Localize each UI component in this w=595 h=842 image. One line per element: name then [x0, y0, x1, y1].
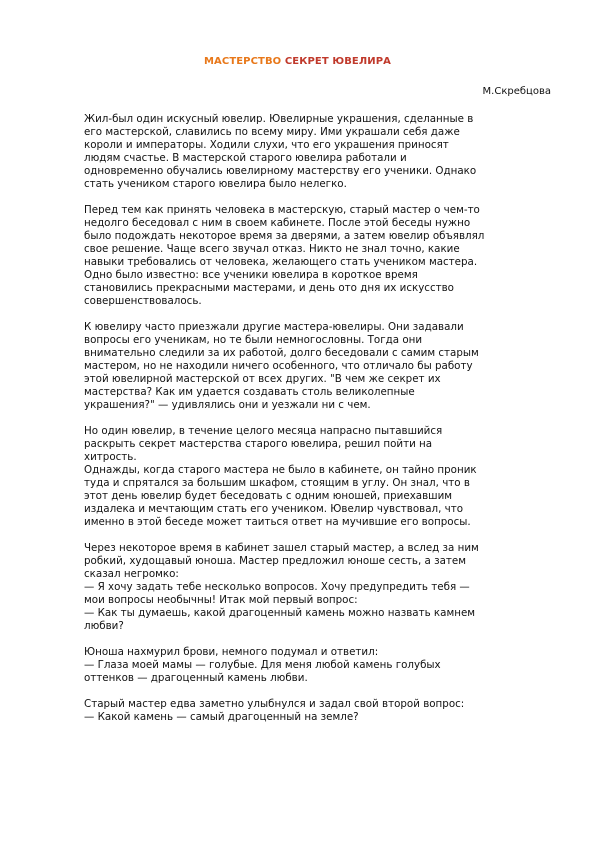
- text-line: Жил-был один искусный ювелир. Ювелирные украшения, сделанные в: [84, 113, 474, 125]
- text-line: сказал негромко:: [84, 568, 179, 580]
- text-line: этой ювелирной мастерской от всех других. "В чем же секрет их: [84, 373, 441, 385]
- text-line: мои вопросы необычны! Итак мой первый вопрос:: [84, 594, 358, 606]
- text-line: Через некоторое время в кабинет зашел старый мастер, а вслед за ним: [84, 542, 479, 554]
- paragraph: [84, 204, 564, 308]
- paragraph: [84, 113, 564, 191]
- text-line: оттенков — драгоценный камень любви.: [84, 672, 308, 684]
- paragraph: [84, 698, 564, 724]
- text-line: — Как ты думаешь, какой драгоценный камень можно назвать камнем: [84, 607, 476, 619]
- text-line: мастером, но не находили ничего особенного, что отличало бы работу: [84, 360, 473, 372]
- paragraph: [84, 425, 564, 464]
- text-line: навыки требовались от человека, желающего стать учеником мастера.: [84, 256, 478, 268]
- paragraph: [84, 464, 564, 529]
- text-line: любви?: [84, 620, 124, 632]
- author-name: М.Скребцова: [482, 86, 551, 97]
- text-line: издалека и мечтающим стать его учеником. Ювелир чувствовал, что: [84, 503, 464, 515]
- text-line: — Глаза моей мамы — голубые. Для меня любой камень голубых: [84, 659, 441, 671]
- text-line: совершенствовалось.: [84, 295, 202, 307]
- text-line: — Какой камень — самый драгоценный на земле?: [84, 711, 359, 723]
- paragraph: [84, 646, 564, 685]
- text-line: свое решение. Чаще всего звучал отказ. Никто не знал точно, какие: [84, 243, 460, 255]
- text-line: одновременно обучались ювелирному мастерству его ученики. Однако: [84, 165, 477, 177]
- text-line: этот день ювелир будет беседовать с одним юношей, приехавшим: [84, 490, 453, 502]
- text-line: его мастерской, славились по всему миру. Ими украшали себя даже: [84, 126, 460, 138]
- text-line: стать учеником старого ювелира было нелегко.: [84, 178, 347, 190]
- text-line: хитрость.: [84, 451, 137, 463]
- story-body: [84, 113, 564, 737]
- text-line: внимательно следили за их работой, долго беседовали с самим старым: [84, 347, 479, 359]
- text-line: робкий, худощавый юноша. Мастер предложил юноше сесть, а затем: [84, 555, 466, 567]
- text-line: было подождать некоторое время за дверями, а затем ювелир объявлял: [84, 230, 485, 242]
- text-line: раскрыть секрет мастерства старого ювелира, решил пойти на: [84, 438, 433, 450]
- text-line: Но один ювелир, в течение целого месяца напрасно пытавшийся: [84, 425, 443, 437]
- text-line: вопросы его ученикам, но те были немногословны. Тогда они: [84, 334, 423, 346]
- text-line: Одно было известно: все ученики ювелира в короткое время: [84, 269, 418, 281]
- text-line: недолго беседовал с ним в своем кабинете. После этой беседы нужно: [84, 217, 471, 229]
- title-part-secret: СЕКРЕТ ЮВЕЛИРА: [281, 56, 392, 67]
- text-line: становились прекрасными мастерами, и день ото дня их искусство: [84, 282, 454, 294]
- text-line: Перед тем как принять человека в мастерскую, старый мастер о чем-то: [84, 204, 480, 216]
- text-line: К ювелиру часто приезжали другие мастера-ювелиры. Они задавали: [84, 321, 464, 333]
- text-line: Однажды, когда старого мастера не было в кабинете, он тайно проник: [84, 464, 477, 476]
- text-line: людям счастье. В мастерской старого ювелира работали и: [84, 152, 407, 164]
- text-line: именно в этой беседе может таиться ответ на мучившие его вопросы.: [84, 516, 471, 528]
- text-line: туда и спрятался за большим шкафом, стоящим в углу. Он знал, что в: [84, 477, 470, 489]
- paragraph: [84, 542, 564, 633]
- text-line: мастерства? Как им удается создавать столь великолепные: [84, 386, 415, 398]
- text-line: короли и императоры. Ходили слухи, что его украшения приносят: [84, 139, 449, 151]
- paragraph: [84, 321, 564, 412]
- text-line: Юноша нахмурил брови, немного подумал и ответил:: [84, 646, 379, 658]
- text-line: Старый мастер едва заметно улыбнулся и задал свой второй вопрос:: [84, 698, 465, 710]
- title-part-mastery: МАСТЕРСТВО: [203, 56, 282, 67]
- text-line: — Я хочу задать тебе несколько вопросов. Хочу предупредить тебя —: [84, 581, 470, 593]
- story-title: [0, 56, 595, 67]
- text-line: украшения?" — удивлялись они и уезжали ни с чем.: [84, 399, 371, 411]
